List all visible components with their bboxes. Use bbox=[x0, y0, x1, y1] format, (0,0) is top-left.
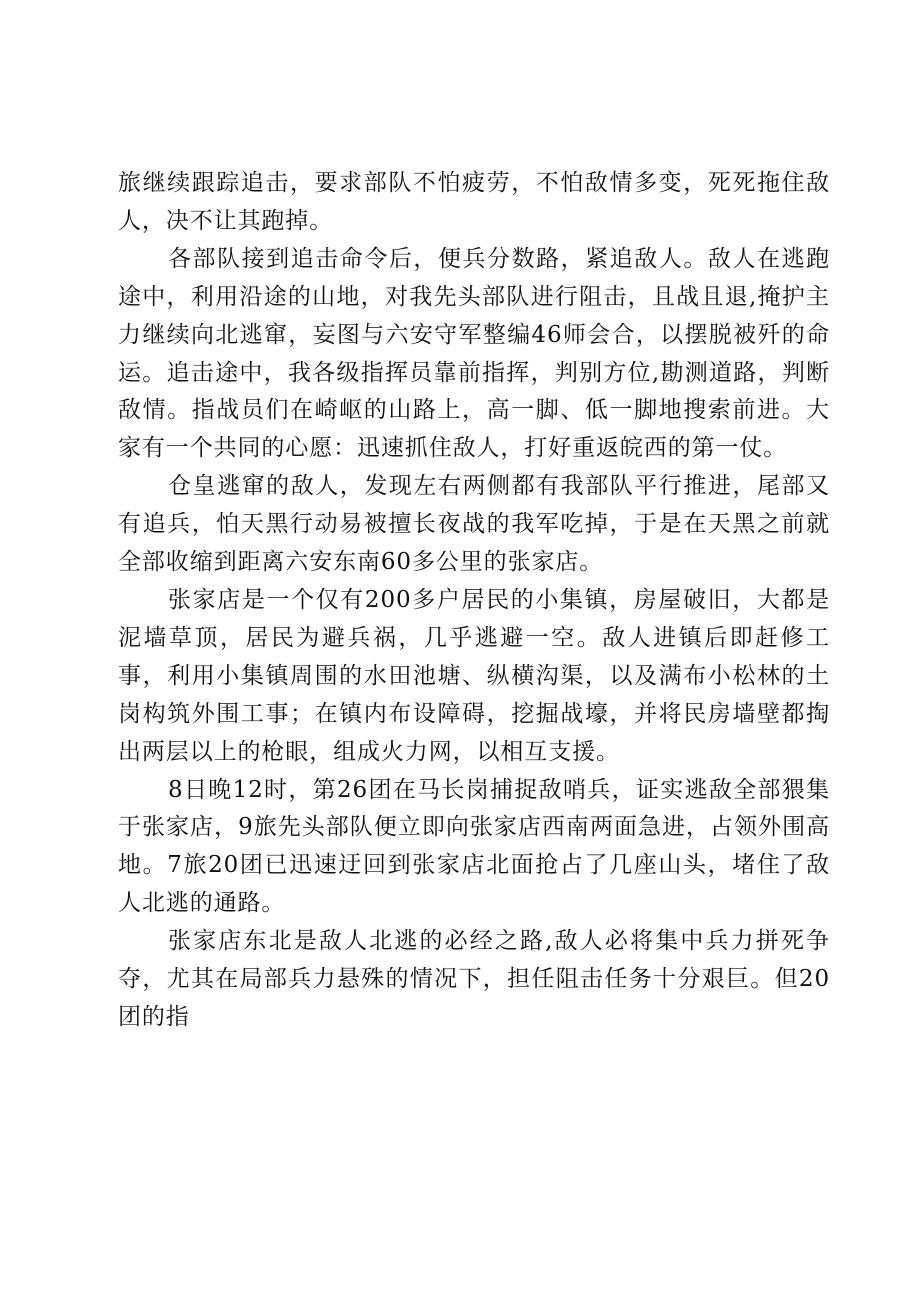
paragraph: 仓皇逃窜的敌人，发现左右两侧都有我部队平行推进，尾部又有追兵，怕天黑行动易被擅长夜战的我军吃掉，于是在天黑之前就全部收缩到距离六安东南60多公里的张家店。 bbox=[118, 473, 830, 576]
paragraph: 各部队接到追击命令后，便兵分数路，紧追敌人。敌人在逃跑途中，利用沿途的山地，对我先头部队进行阻击，且战且退,掩护主力继续向北逃窜，妄图与六安守军整编46师会合，以摆脱被歼的命运。追击途中，我各级指挥员靠前指挥，判别方位,勘测道路，判断敌情。指战员们在崎岖的山路上，高一脚、低一脚地搜索前进。大家有一个共同的心愿：迅速抓住敌人，打好重返皖西的第一仗。 bbox=[118, 245, 830, 462]
paragraph: 旅继续跟踪追击，要求部队不怕疲劳，不怕敌情多变，死死拖住敌人，决不让其跑掉。 bbox=[118, 170, 830, 234]
document-body bbox=[118, 165, 830, 1037]
paragraph: 8日晚12时，第26团在马长岗捕捉敌哨兵，证实逃敌全部猥集于张家店，9旅先头部队便立即向张家店西南两面急进，占领外围高地。7旅20团已迅速迂回到张家店北面抢占了几座山头，堵住了敌人北逃的通路。 bbox=[118, 776, 830, 917]
paragraph: 张家店是一个仅有200多户居民的小集镇，房屋破旧，大都是泥墙草顶，居民为避兵祸，几乎逃避一空。敌人进镇后即赶修工事，利用小集镇周围的水田池塘、纵横沟渠，以及满布小松林的土岗构筑外围工事；在镇内布设障碍，挖掘战壕，并将民房墙壁都掏出两层以上的枪眼，组成火力网，以相互支援。 bbox=[118, 586, 830, 765]
paragraph: 张家店东北是敌人北逃的必经之路,敌人必将集中兵力拼死争夺，尤其在局部兵力悬殊的情况下，担任阻击任务十分艰巨。但20团的指 bbox=[118, 928, 830, 1030]
